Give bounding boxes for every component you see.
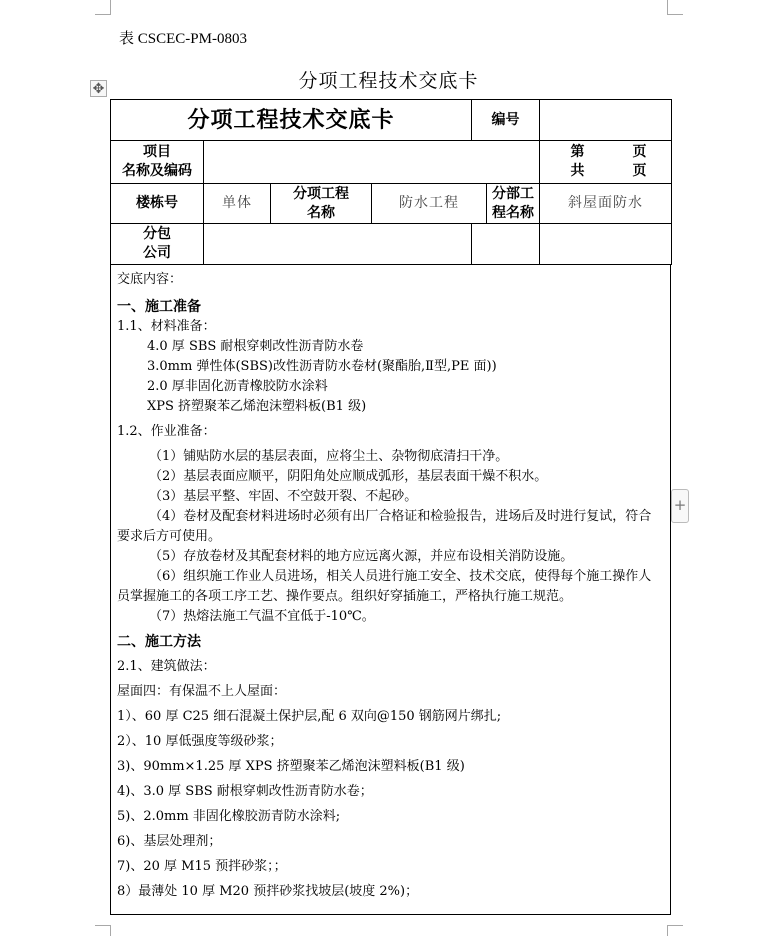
building-value[interactable]: 单体: [204, 184, 271, 224]
section-heading: 二、施工方法: [117, 634, 201, 650]
crop-mark: [95, 14, 111, 15]
prep-item: （3）基层平整、牢固、不空鼓开裂、不起砂。: [149, 489, 418, 504]
crop-mark: [110, 0, 111, 15]
prep-item: （5）存放卷材及其配套材料的地方应远离火源，并应布设相关消防设施。: [149, 549, 574, 564]
method-step: 2）、10 厚低强度等级砂浆；: [117, 734, 283, 749]
section-heading: 一、施工准备: [117, 299, 201, 315]
subsection-heading: 2.1、建筑做法：: [117, 659, 216, 674]
subcontractor-field[interactable]: [204, 224, 472, 265]
briefing-content: [110, 265, 671, 915]
material-item: XPS 挤塑聚苯乙烯泡沫塑料板(B1 级): [147, 399, 367, 414]
project-field[interactable]: [204, 141, 540, 184]
page-title: 分项工程技术交底卡: [298, 70, 479, 92]
subitem-value[interactable]: 防水工程: [372, 184, 487, 224]
number-field[interactable]: [540, 100, 672, 141]
material-item: 2.0 厚非固化沥青橡胶防水涂料: [147, 379, 328, 394]
project-label: 项目 名称及编码: [111, 141, 204, 184]
crop-mark: [95, 925, 111, 926]
crop-mark: [667, 925, 668, 936]
method-step: 4)、3.0 厚 SBS 耐根穿刺改性沥青防水卷；: [117, 784, 373, 799]
header-table: [110, 99, 672, 265]
method-step: 7)、20 厚 M15 预拌砂浆；；: [117, 859, 287, 874]
crop-mark: [667, 0, 668, 15]
division-label: 分部工 程名称: [487, 184, 540, 224]
subcontractor-label: 分包 公司: [111, 224, 204, 265]
crop-mark: [110, 925, 111, 936]
prep-item: （2）基层表面应顺平，阴阳角处应顺成弧形，基层表面干燥不积水。: [149, 469, 548, 484]
page-count: 第 页 共 页: [540, 141, 672, 184]
subsection-heading: 1.2、作业准备：: [117, 424, 216, 439]
subsection-heading: 1.1、材料准备：: [117, 319, 216, 334]
crop-mark: [667, 14, 683, 15]
material-item: 3.0mm 弹性体(SBS)改性沥青防水卷材(聚酯胎,Ⅱ型,PE 面)): [147, 359, 497, 374]
table-move-icon[interactable]: ✥: [90, 80, 107, 97]
add-row-icon[interactable]: +: [671, 489, 689, 523]
building-label: 楼栋号: [111, 184, 204, 224]
method-step: 5)、2.0mm 非固化橡胶沥青防水涂料;: [117, 809, 341, 824]
method-step: 8）最薄处 10 厚 M20 预拌砂浆找坡层(坡度 2%)；: [117, 884, 419, 899]
prep-item: （7）热熔法施工气温不宜低于-10℃。: [149, 609, 375, 624]
material-item: 4.0 厚 SBS 耐根穿刺改性沥青防水卷: [147, 339, 364, 354]
form-code: 表 CSCEC-PM-0803: [119, 31, 247, 47]
blank-cell[interactable]: [472, 224, 540, 265]
subitem-label: 分项工程 名称: [271, 184, 372, 224]
prep-item: （1）铺贴防水层的基层表面，应将尘土、杂物彻底清扫干净。: [149, 449, 509, 464]
roof-type: 屋面四：有保温不上人屋面：: [117, 684, 287, 699]
prep-item: （6）组织施工作业人员进场，相关人员进行施工安全、技术交底，使得每个施工操作人员掌握施工的各项工序工艺、操作要点。组织好穿插施工，严格执行施工规范。: [117, 569, 652, 604]
number-label: 编号: [472, 100, 540, 141]
prep-item: （4）卷材及配套材料进场时必须有出厂合格证和检验报告，进场后及时进行复试，符合要求后方可使用。: [117, 509, 652, 544]
crop-mark: [667, 925, 683, 926]
method-step: 1）、60 厚 C25 细石混凝土保护层,配 6 双向@150 钢筋网片绑扎;: [117, 709, 502, 724]
intro-text: 交底内容：: [117, 272, 183, 287]
method-step: 6)、基层处理剂；: [117, 834, 222, 849]
method-step: 3)、90mm×1.25 厚 XPS 挤塑聚苯乙烯泡沫塑料板(B1 级): [117, 759, 465, 774]
division-value[interactable]: 斜屋面防水: [540, 184, 672, 224]
blank-cell[interactable]: [540, 224, 672, 265]
card-title: 分项工程技术交底卡: [111, 100, 472, 141]
